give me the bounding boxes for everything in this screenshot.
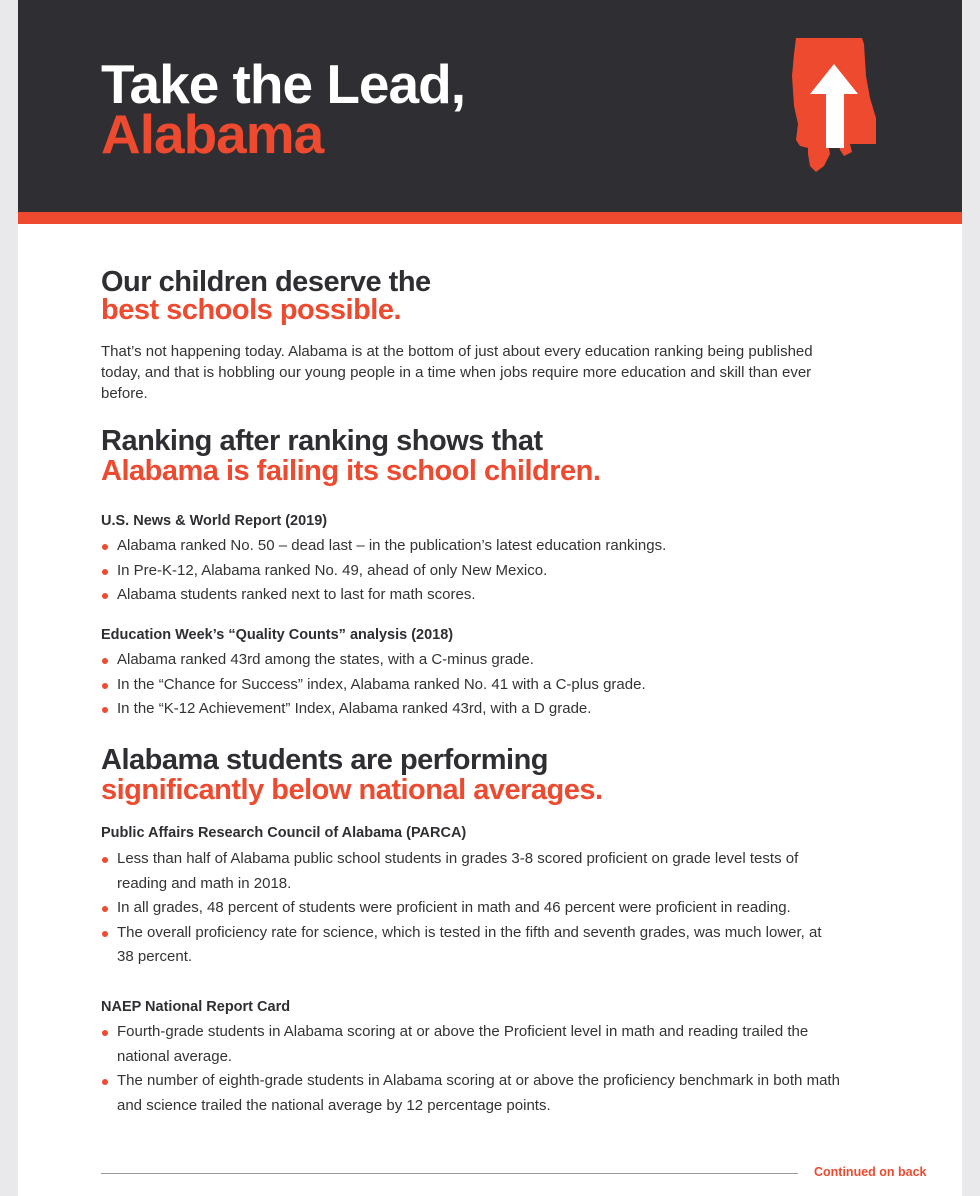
bullet-list-usnews — [101, 534, 841, 608]
bullet-list-edweek — [101, 648, 841, 722]
bullet-list-naep — [101, 1020, 841, 1118]
bullet-icon — [102, 931, 108, 937]
section1-heading-highlight: best schools possible. — [101, 294, 402, 326]
section2-heading: Ranking after ranking shows that — [101, 425, 543, 457]
list-item: Less than half of Alabama public school students in grades 3-8 scored proficient on grade level tests of reading and math in 2018. — [101, 847, 841, 896]
source-title-naep: NAEP National Report Card — [101, 999, 291, 1015]
source-title-edweek: Education Week’s “Quality Counts” analysis (2018) — [101, 627, 454, 643]
header-accent-stripe — [18, 212, 962, 224]
bullet-icon — [102, 658, 108, 664]
bullet-icon — [102, 593, 108, 599]
list-item: The number of eighth-grade students in Alabama scoring at or above the proficiency benchmark in both math and science trailed the national average by 12 percentage points. — [101, 1069, 841, 1118]
bullet-icon — [102, 683, 108, 689]
list-item: Alabama students ranked next to last for math scores. — [101, 583, 841, 608]
page-title: Take the Lead, — [101, 53, 465, 115]
page-title-state: Alabama — [101, 103, 324, 165]
list-item: In all grades, 48 percent of students were proficient in math and 46 percent were proficient in reading. — [101, 896, 841, 921]
bullet-icon — [102, 906, 108, 912]
footer-divider — [101, 1173, 798, 1174]
alabama-state-arrow-icon — [788, 36, 880, 174]
list-item: In the “Chance for Success” index, Alabama ranked No. 41 with a C-plus grade. — [101, 673, 841, 698]
source-title-usnews: U.S. News & World Report (2019) — [101, 513, 328, 529]
section3-heading: Alabama students are performing — [101, 744, 548, 776]
bullet-list-parca — [101, 847, 841, 970]
continued-on-back-label: Continued on back — [814, 1165, 927, 1179]
bullet-icon — [102, 569, 108, 575]
bullet-icon — [102, 544, 108, 550]
list-item: Alabama ranked 43rd among the states, with a C-minus grade. — [101, 648, 841, 673]
bullet-icon — [102, 857, 108, 863]
source-title-parca: Public Affairs Research Council of Alabama (PARCA) — [101, 825, 467, 841]
section2-heading-highlight: Alabama is failing its school children. — [101, 455, 601, 487]
section3-heading-highlight: significantly below national averages. — [101, 774, 603, 806]
list-item: Fourth-grade students in Alabama scoring at or above the Proficient level in math and reading trailed the national average. — [101, 1020, 841, 1069]
section1-paragraph: That’s not happening today. Alabama is at the bottom of just about every education ranking being published today, and that is hobbling our young people in a time when jobs require more education and skill than ever before. — [101, 343, 813, 402]
bullet-icon — [102, 707, 108, 713]
header-banner — [18, 0, 962, 212]
bullet-icon — [102, 1079, 108, 1085]
list-item: Alabama ranked No. 50 – dead last – in the publication’s latest education rankings. — [101, 534, 841, 559]
bullet-icon — [102, 1030, 108, 1036]
list-item: In the “K-12 Achievement” Index, Alabama ranked 43rd, with a D grade. — [101, 697, 841, 722]
list-item: In Pre-K-12, Alabama ranked No. 49, ahead of only New Mexico. — [101, 559, 841, 584]
list-item: The overall proficiency rate for science, which is tested in the fifth and seventh grades, was much lower, at 38 percent. — [101, 921, 841, 970]
section1-heading: Our children deserve the — [101, 266, 431, 298]
